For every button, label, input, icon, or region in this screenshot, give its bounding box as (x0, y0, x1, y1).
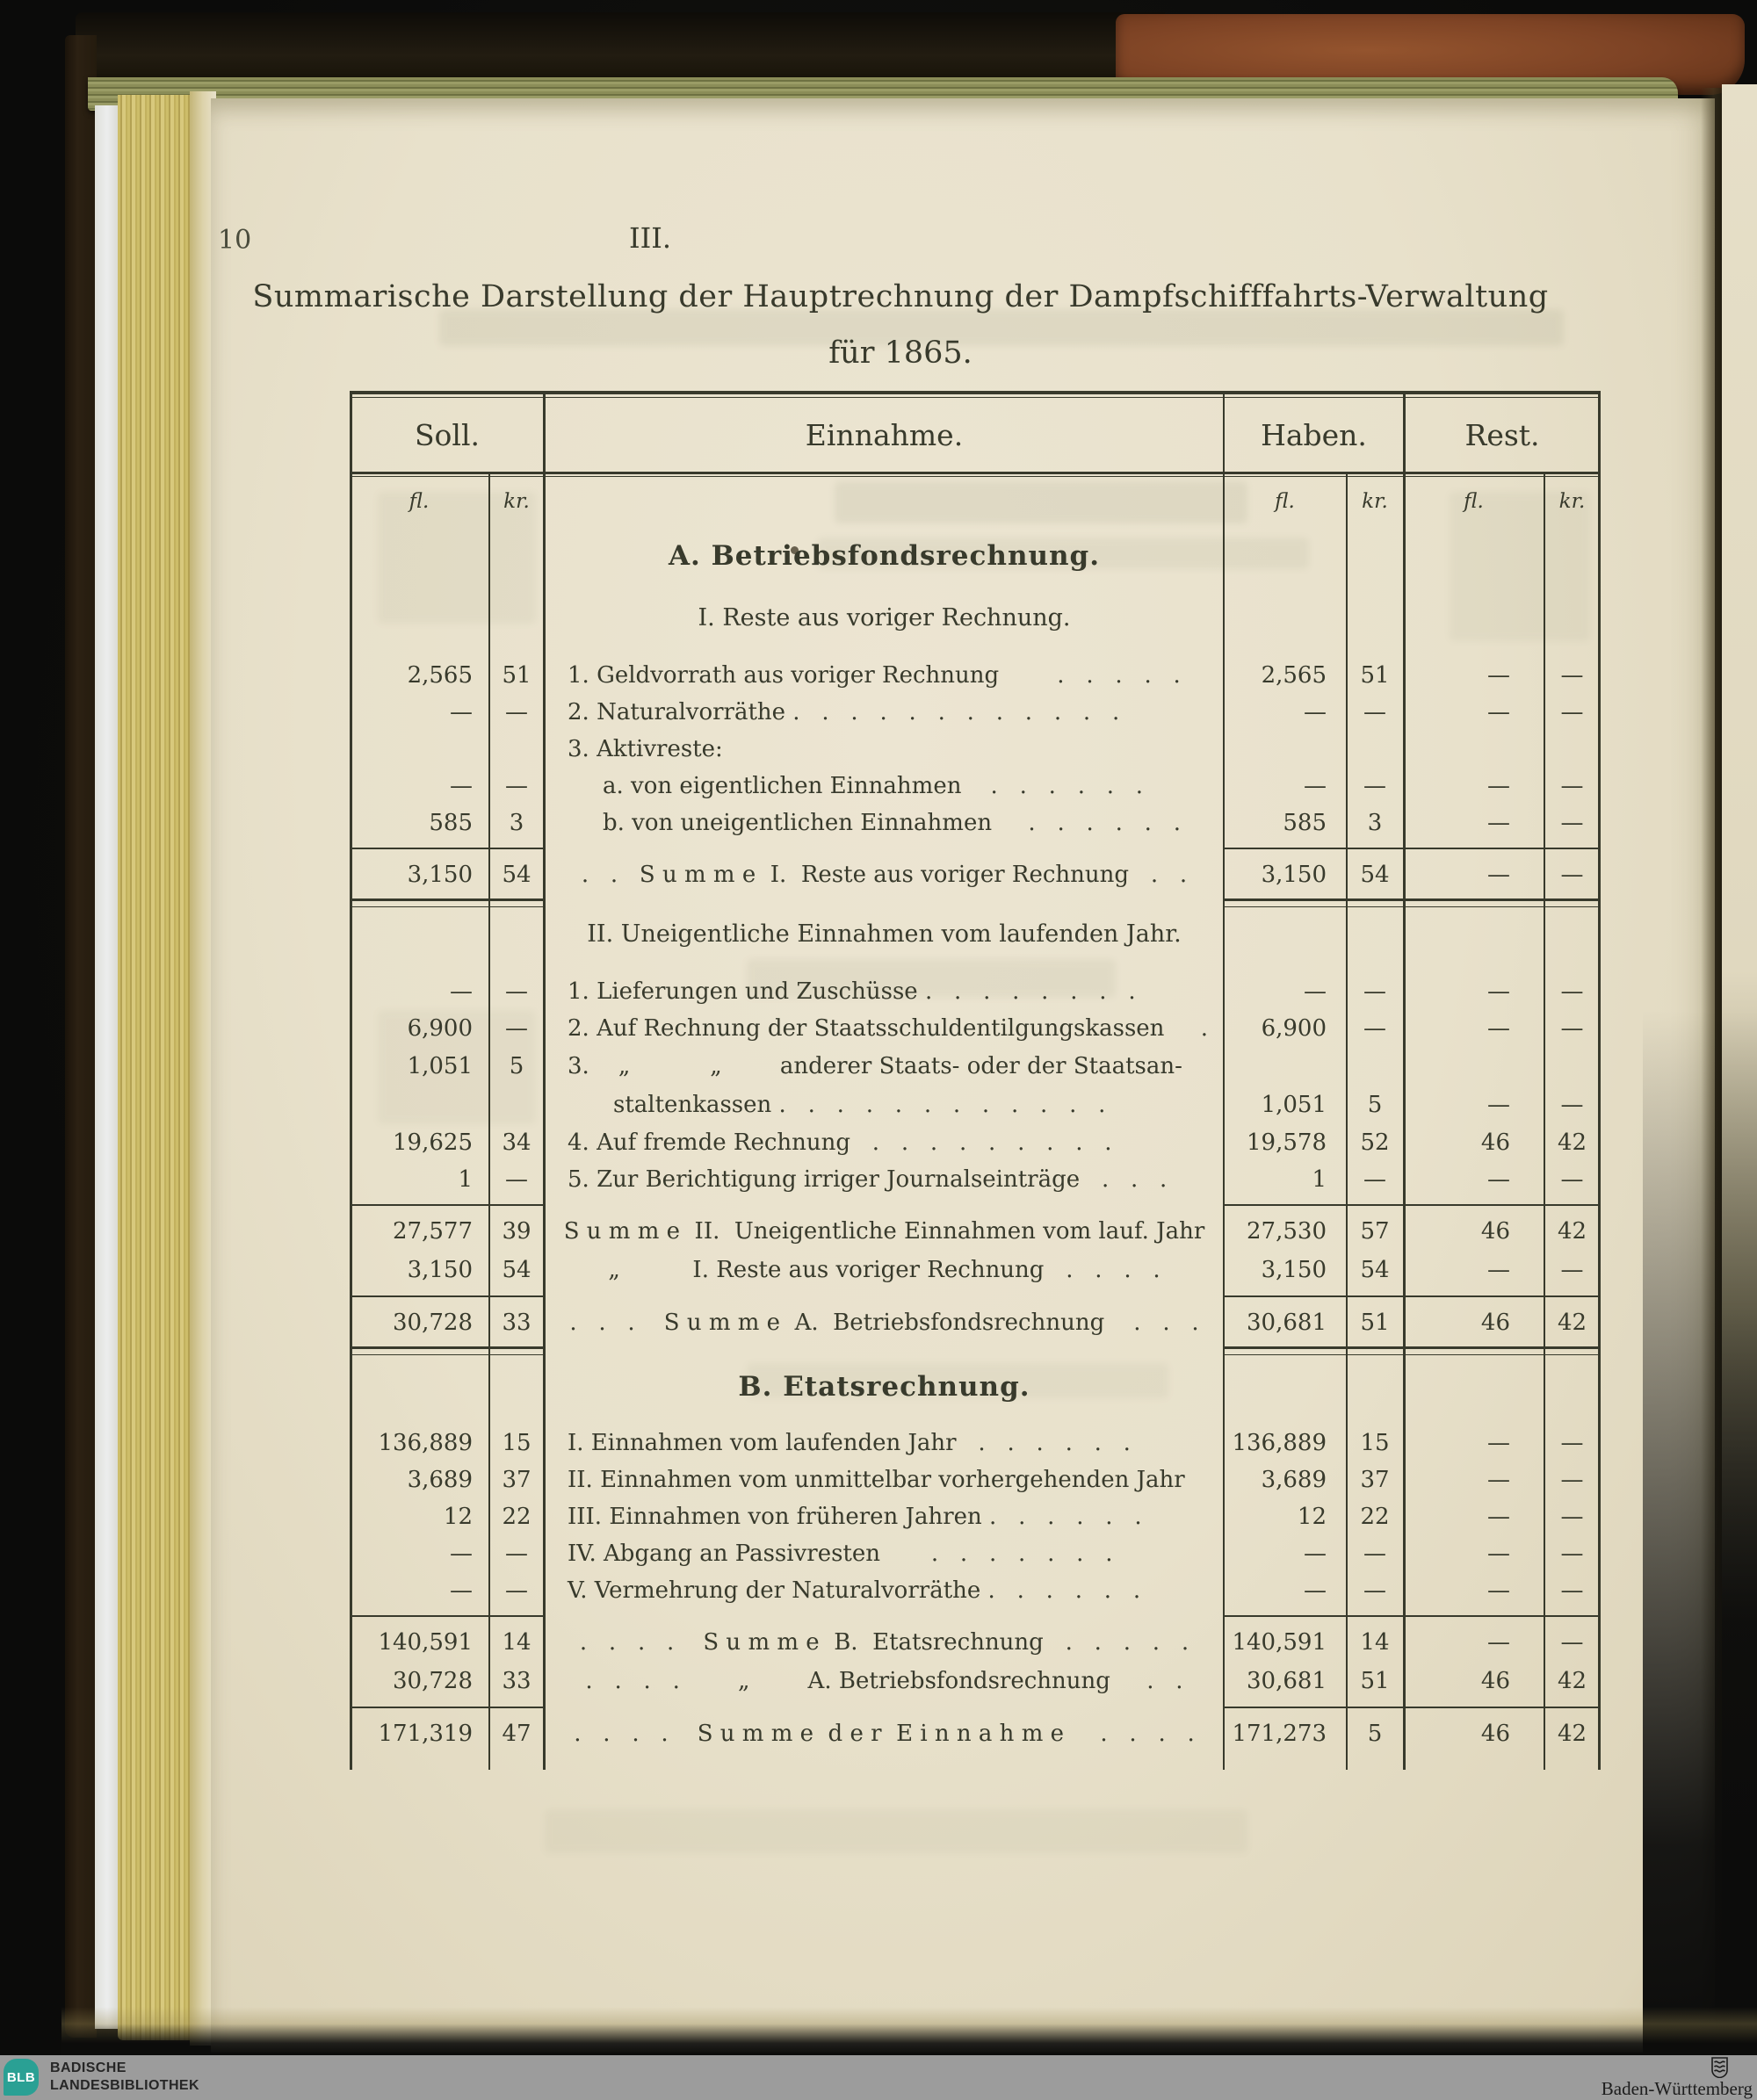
table-row (350, 1714, 1601, 1753)
rest-kr-cell: — (1560, 810, 1584, 836)
region-branding (1602, 2057, 1753, 2099)
haben-fl-cell: — (1304, 773, 1327, 799)
page-title-line1: Summarische Darstellung der Hauptrechnung der Dampfschifffahrts-Verwaltung (252, 279, 1549, 314)
table-row (350, 1498, 1601, 1535)
blb-logo (4, 2059, 39, 2096)
rest-fl-cell: — (1487, 1541, 1510, 1567)
soll-kr-cell: 54 (502, 862, 531, 888)
row-label: V. Vermehrung der Naturalvorräthe . . . . . . (568, 1577, 1141, 1604)
table-row (350, 1251, 1601, 1289)
table-row (350, 1609, 1601, 1623)
row-label-cell (545, 699, 1224, 725)
rest-fl-cell: 46 (1480, 1668, 1510, 1694)
page-stack-left-edge (118, 95, 192, 2040)
soll-kr-cell (488, 1198, 545, 1212)
row-label-cell (545, 810, 1224, 836)
page-title-line2: für 1865. (828, 336, 972, 371)
rest-fl-cell (1404, 1342, 1544, 1358)
soll-kr-cell: 22 (502, 1504, 531, 1530)
subheader-rest-kr: kr. (1558, 490, 1586, 513)
haben-fl-cell: 1,051 (1261, 1092, 1327, 1118)
library-name-line2: LANDESBIBLIOTHEK (50, 2078, 199, 2093)
rest-fl-cell: — (1487, 1467, 1510, 1493)
soll-fl-cell: 3,150 (407, 1257, 473, 1283)
rest-fl-cell (1404, 1198, 1544, 1212)
soll-kr-cell: 5 (509, 1053, 524, 1079)
soll-fl-cell: 2,565 (407, 662, 473, 689)
row-label: II. Uneigentliche Einnahmen vom laufenden Jahr. (587, 920, 1182, 948)
table-row (350, 841, 1601, 855)
rest-kr-cell: — (1560, 699, 1584, 725)
soll-kr-cell: 3 (509, 810, 524, 836)
haben-kr-cell: — (1363, 978, 1386, 1005)
table-row (350, 768, 1601, 805)
soll-fl-cell: — (450, 773, 473, 799)
row-label: II. Einnahmen vom unmittelbar vorhergehenden Jahr (568, 1467, 1185, 1493)
row-label-cell (545, 1289, 1224, 1303)
haben-kr-cell: — (1363, 1015, 1386, 1042)
column-header-rest: Rest. (1464, 417, 1540, 452)
row-label: IV. Abgang an Passivresten . . . . . . . (568, 1541, 1113, 1567)
row-label-cell (545, 862, 1224, 888)
table-row (350, 527, 1601, 585)
row-label: 3. „ „ anderer Staats- oder der Staatsan- (568, 1053, 1182, 1079)
rest-fl-cell: — (1487, 1257, 1510, 1283)
row-label-cell (545, 1609, 1224, 1623)
row-label-cell (545, 1467, 1224, 1493)
soll-fl-cell: 12 (443, 1504, 473, 1530)
haben-kr-cell: 54 (1360, 862, 1390, 888)
table-row (350, 1662, 1601, 1700)
haben-fl-cell: 30,681 (1247, 1310, 1327, 1336)
row-label: 3. Aktivreste: (568, 736, 723, 762)
row-label-cell (545, 736, 1224, 762)
haben-kr-cell: 5 (1367, 1721, 1383, 1747)
row-label: S u m m e II. Uneigentliche Einnahmen vom lauf. Jahr (563, 1218, 1205, 1245)
haben-fl-cell: — (1304, 978, 1327, 1005)
table-row (350, 594, 1601, 641)
haben-fl-cell (1224, 894, 1346, 910)
rest-fl-cell (1404, 1700, 1544, 1714)
rest-kr-cell: — (1560, 1015, 1584, 1042)
rest-fl-cell: 46 (1480, 1218, 1510, 1245)
rest-fl-cell: — (1487, 1092, 1510, 1118)
rest-kr-cell (1544, 1609, 1601, 1623)
region-name: Baden-Württemberg (1601, 2078, 1753, 2099)
soll-fl-cell (350, 841, 488, 855)
soll-fl-cell: 140,591 (378, 1629, 473, 1656)
row-label: b. von uneigentlichen Einnahmen . . . . . . (603, 810, 1181, 836)
haben-kr-cell: 52 (1360, 1129, 1390, 1156)
soll-fl-cell: 6,900 (407, 1015, 473, 1042)
table-row (350, 1358, 1601, 1416)
haben-kr-cell: 5 (1367, 1092, 1383, 1118)
subheader-soll-kr: kr. (503, 490, 530, 513)
haben-fl-cell: 3,150 (1261, 1257, 1327, 1283)
row-label-cell (545, 1430, 1224, 1456)
row-label: „ I. Reste aus voriger Rechnung . . . . (608, 1257, 1160, 1283)
subheader-rest-fl: fl. (1464, 490, 1484, 513)
rest-kr-cell: — (1560, 1257, 1584, 1283)
rest-fl-cell: — (1487, 810, 1510, 836)
haben-kr-cell: — (1363, 1166, 1386, 1193)
haben-kr-cell: — (1363, 699, 1386, 725)
haben-kr-cell: 51 (1360, 662, 1390, 689)
row-label: A. Betriebsfondsrechnung. (668, 540, 1101, 572)
soll-fl-cell: 585 (429, 810, 473, 836)
haben-kr-cell (1346, 1342, 1404, 1358)
soll-kr-cell: — (505, 978, 528, 1005)
header-separator-rule (350, 472, 1601, 474)
soll-fl-cell (350, 894, 488, 910)
haben-fl-cell: 30,681 (1247, 1668, 1327, 1694)
endpaper-strip (95, 105, 119, 2029)
row-label: I. Einnahmen vom laufenden Jahr . . . . . . (568, 1430, 1131, 1456)
row-label-cell (545, 1721, 1224, 1747)
rest-fl-cell: — (1487, 1629, 1510, 1656)
ledger-table (350, 391, 1601, 1770)
row-label-cell (545, 1015, 1224, 1042)
haben-kr-cell: 22 (1360, 1504, 1390, 1530)
row-label-cell (545, 1257, 1224, 1283)
library-name-line1: BADISCHE (50, 2060, 127, 2075)
haben-fl-cell: 585 (1283, 810, 1327, 836)
rest-fl-cell: — (1487, 862, 1510, 888)
row-label: III. Einnahmen von früheren Jahren . . . . . . (568, 1504, 1142, 1530)
haben-fl-cell: — (1304, 1541, 1327, 1567)
soll-fl-cell: 136,889 (378, 1430, 473, 1456)
rest-kr-cell: — (1560, 1504, 1584, 1530)
rest-kr-cell (1544, 1198, 1601, 1212)
row-label-cell (545, 1218, 1224, 1245)
haben-fl-cell: 3,150 (1261, 862, 1327, 888)
library-name (50, 2060, 199, 2095)
rest-kr-cell: 42 (1557, 1218, 1587, 1245)
rest-kr-cell: 42 (1557, 1721, 1587, 1747)
table-row (350, 731, 1601, 768)
rest-fl-cell: — (1487, 1577, 1510, 1604)
rest-fl-cell: — (1487, 978, 1510, 1005)
row-label-cell (545, 1198, 1224, 1212)
haben-fl-cell: 6,900 (1261, 1015, 1327, 1042)
haben-fl-cell: 1 (1312, 1166, 1327, 1193)
row-label: 1. Lieferungen und Zuschüsse . . . . . . . . (568, 978, 1136, 1005)
row-label-cell (545, 1541, 1224, 1567)
viewer-footer-bar (0, 2055, 1757, 2100)
soll-fl-cell: — (450, 1541, 473, 1567)
haben-kr-cell (1346, 1609, 1404, 1623)
haben-kr-cell: 14 (1360, 1629, 1390, 1656)
soll-fl-cell (350, 1342, 488, 1358)
haben-kr-cell (1346, 894, 1404, 910)
rest-kr-cell (1544, 841, 1601, 855)
haben-kr-cell: — (1363, 1541, 1386, 1567)
rest-kr-cell (1544, 1289, 1601, 1303)
page-number: 10 (218, 225, 252, 256)
haben-kr-cell: 15 (1360, 1430, 1390, 1456)
rest-fl-cell (1404, 841, 1544, 855)
soll-fl-cell: 19,625 (393, 1129, 473, 1156)
table-row (350, 1161, 1601, 1198)
haben-fl-cell: 171,273 (1232, 1721, 1327, 1747)
rest-fl-cell: — (1487, 773, 1510, 799)
rest-fl-cell (1404, 1289, 1544, 1303)
rest-kr-cell: — (1560, 862, 1584, 888)
column-header-haben: Haben. (1261, 417, 1367, 452)
rest-kr-cell: — (1560, 773, 1584, 799)
soll-fl-cell (350, 1609, 488, 1623)
rest-fl-cell: — (1487, 1015, 1510, 1042)
table-row (350, 1289, 1601, 1303)
bottom-shadow-fade (61, 2007, 1757, 2055)
blb-logo-text: BLB (6, 2069, 36, 2085)
rest-fl-cell: — (1487, 699, 1510, 725)
plate-number: III. (628, 221, 672, 255)
row-label: 2. Auf Rechnung der Staatsschuldentilgungskassen . (568, 1015, 1209, 1042)
rest-kr-cell: — (1560, 978, 1584, 1005)
table-row (350, 855, 1601, 894)
row-label: a. von eigentlichen Einnahmen . . . . . . (603, 773, 1144, 799)
soll-fl-cell: 3,689 (407, 1467, 473, 1493)
haben-kr-cell: — (1363, 1577, 1386, 1604)
haben-fl-cell: 2,565 (1261, 662, 1327, 689)
table-row (350, 1461, 1601, 1498)
haben-kr-cell: — (1363, 773, 1386, 799)
row-label: 1. Geldvorrath aus voriger Rechnung . . . . . (568, 662, 1181, 689)
table-row (350, 1124, 1601, 1161)
row-label-cell (545, 540, 1224, 572)
table-row (350, 1535, 1601, 1572)
row-label-cell (545, 1504, 1224, 1530)
soll-kr-cell (488, 1700, 545, 1714)
soll-fl-cell (350, 1700, 488, 1714)
table-row (350, 894, 1601, 910)
table-top-inner-rule (350, 397, 1601, 398)
soll-kr-cell (488, 1289, 545, 1303)
row-label: . . . . S u m m e B. Etatsrechnung . . . . . (579, 1629, 1189, 1656)
table-row (350, 1198, 1601, 1212)
rest-fl-cell: — (1487, 1504, 1510, 1530)
haben-fl-cell (1224, 1289, 1346, 1303)
haben-kr-cell (1346, 1198, 1404, 1212)
haben-fl-cell (1224, 1609, 1346, 1623)
soll-fl-cell: 27,577 (393, 1218, 473, 1245)
row-label-cell (545, 1577, 1224, 1604)
table-rows (350, 527, 1601, 1753)
haben-fl-cell: 12 (1297, 1504, 1327, 1530)
soll-kr-cell: 15 (502, 1430, 531, 1456)
soll-fl-cell: 3,150 (407, 862, 473, 888)
soll-kr-cell: 37 (502, 1467, 531, 1493)
soll-kr-cell: 33 (502, 1668, 531, 1694)
table-row (350, 694, 1601, 731)
soll-kr-cell: 54 (502, 1257, 531, 1283)
haben-kr-cell (1346, 841, 1404, 855)
row-label-cell (545, 1047, 1224, 1124)
row-label: B. Etatsrechnung. (738, 1371, 1030, 1403)
subheader-haben-fl: fl. (1275, 490, 1295, 513)
soll-kr-cell: — (505, 773, 528, 799)
row-label-cell (545, 773, 1224, 799)
rest-kr-cell: 42 (1557, 1129, 1587, 1156)
haben-fl-cell (1224, 1198, 1346, 1212)
haben-fl-cell: — (1304, 699, 1327, 725)
haben-fl-cell: 136,889 (1232, 1430, 1327, 1456)
haben-fl-cell: 140,591 (1232, 1629, 1327, 1656)
row-label-cell (545, 1700, 1224, 1714)
soll-kr-cell: — (505, 1166, 528, 1193)
haben-kr-cell: 3 (1367, 810, 1383, 836)
rest-fl-cell: 46 (1480, 1129, 1510, 1156)
rest-kr-cell (1544, 894, 1601, 910)
haben-fl-cell: — (1304, 1577, 1327, 1604)
haben-kr-cell: 37 (1360, 1467, 1390, 1493)
rest-fl-cell: 46 (1480, 1310, 1510, 1336)
column-header-soll: Soll. (414, 417, 481, 452)
table-subheader-row (350, 477, 1601, 526)
soll-kr-cell: 33 (502, 1310, 531, 1336)
rest-kr-cell (1544, 1342, 1601, 1358)
haben-kr-cell (1346, 1289, 1404, 1303)
rest-kr-cell: — (1560, 1430, 1584, 1456)
rest-fl-cell (1404, 1609, 1544, 1623)
soll-kr-cell (488, 1342, 545, 1358)
row-label-cell (545, 894, 1224, 910)
haben-fl-cell (1224, 1700, 1346, 1714)
row-label-cell (545, 1629, 1224, 1656)
row-label: 4. Auf fremde Rechnung . . . . . . . . . (568, 1129, 1112, 1156)
right-shadow-fade (1643, 1010, 1757, 2055)
soll-fl-cell: — (450, 978, 473, 1005)
rest-kr-cell: — (1560, 1092, 1584, 1118)
row-label: 2. Naturalvorräthe . . . . . . . . . . . . (568, 699, 1120, 725)
soll-kr-cell: 47 (502, 1721, 531, 1747)
row-label: 5. Zur Berichtigung irriger Journalseinträge . . . (568, 1166, 1168, 1193)
row-label-cell (545, 662, 1224, 689)
soll-kr-cell: — (505, 1015, 528, 1042)
subheader-haben-kr: kr. (1362, 490, 1388, 513)
soll-fl-cell: 171,319 (378, 1721, 473, 1747)
row-label: . . . . „ A. Betriebsfondsrechnung . . (585, 1668, 1183, 1694)
table-row (350, 910, 1601, 957)
table-row (350, 1425, 1601, 1461)
table-row (350, 1212, 1601, 1251)
rest-kr-cell: — (1560, 1467, 1584, 1493)
table-row (350, 1010, 1601, 1047)
row-label: . . . S u m m e A. Betriebsfondsrechnung . . . (569, 1310, 1199, 1336)
rest-kr-cell: — (1560, 1577, 1584, 1604)
subheader-einnahme-spacer (545, 477, 1224, 526)
soll-kr-cell: — (505, 1577, 528, 1604)
soll-kr-cell: 34 (502, 1129, 531, 1156)
haben-kr-cell: 51 (1360, 1310, 1390, 1336)
haben-kr-cell: 57 (1360, 1218, 1390, 1245)
haben-fl-cell: 19,578 (1247, 1129, 1327, 1156)
soll-kr-cell: 51 (502, 662, 531, 689)
row-label-cell (545, 1371, 1224, 1403)
row-label: I. Reste aus voriger Rechnung. (698, 603, 1071, 631)
rest-kr-cell: — (1560, 1629, 1584, 1656)
haben-kr-cell: 51 (1360, 1668, 1390, 1694)
table-row (350, 973, 1601, 1010)
soll-fl-cell: — (450, 699, 473, 725)
rest-fl-cell: — (1487, 1166, 1510, 1193)
soll-kr-cell: 39 (502, 1218, 531, 1245)
row-label-cell (545, 1129, 1224, 1156)
book-cover-left-edge (65, 35, 97, 2038)
haben-kr-cell (1346, 1700, 1404, 1714)
row-label-cell (545, 1342, 1224, 1358)
haben-fl-cell: 27,530 (1247, 1218, 1327, 1245)
haben-fl-cell (1224, 841, 1346, 855)
soll-fl-cell: 30,728 (393, 1310, 473, 1336)
rest-kr-cell: 42 (1557, 1668, 1587, 1694)
table-top-border (350, 391, 1601, 394)
soll-fl-cell: 30,728 (393, 1668, 473, 1694)
bleed-through-artifact (545, 1809, 1247, 1853)
soll-kr-cell (488, 1609, 545, 1623)
rest-kr-cell: — (1560, 1166, 1584, 1193)
soll-kr-cell: — (505, 699, 528, 725)
book-cover-top-edge (76, 12, 1165, 84)
soll-fl-cell (350, 1198, 488, 1212)
row-label: . . S u m m e I. Reste aus voriger Rechnung . . (581, 862, 1188, 888)
haben-fl-cell: 3,689 (1261, 1467, 1327, 1493)
table-header-row (350, 400, 1601, 470)
haben-fl-cell (1224, 1342, 1346, 1358)
baden-wuerttemberg-coat-of-arms-icon (1711, 2057, 1728, 2078)
table-row (350, 1623, 1601, 1662)
row-label-cell (545, 841, 1224, 855)
soll-kr-cell (488, 841, 545, 855)
row-label-cell (545, 1310, 1224, 1336)
table-row (350, 805, 1601, 841)
row-label-cell (545, 604, 1224, 631)
soll-fl-cell: 1,051 (407, 1053, 473, 1079)
table-row (350, 1047, 1601, 1124)
rest-kr-cell: — (1560, 1541, 1584, 1567)
row-label-cell (545, 1166, 1224, 1193)
table-row (350, 1303, 1601, 1342)
rest-fl-cell: 46 (1480, 1721, 1510, 1747)
table-row (350, 1342, 1601, 1358)
rest-fl-cell: — (1487, 662, 1510, 689)
haben-kr-cell: 54 (1360, 1257, 1390, 1283)
soll-fl-cell: 1 (458, 1166, 473, 1193)
table-row (350, 1700, 1601, 1714)
rest-kr-cell: 42 (1557, 1310, 1587, 1336)
rest-kr-cell: — (1560, 662, 1584, 689)
table-row (350, 1572, 1601, 1609)
soll-kr-cell: 14 (502, 1629, 531, 1656)
rest-fl-cell: — (1487, 1430, 1510, 1456)
soll-fl-cell (350, 1289, 488, 1303)
row-label-cell (545, 1668, 1224, 1694)
rest-fl-cell (1404, 894, 1544, 910)
row-label-line2: staltenkassen . . . . . . . . . . . . (613, 1092, 1106, 1118)
row-label-cell (545, 920, 1224, 948)
row-label: . . . . S u m m e d e r E i n n a h m e . . . . (574, 1721, 1195, 1747)
subheader-soll-fl: fl. (409, 490, 430, 513)
table-row (350, 657, 1601, 694)
soll-fl-cell: — (450, 1577, 473, 1604)
soll-kr-cell: — (505, 1541, 528, 1567)
soll-kr-cell (488, 894, 545, 910)
column-header-einnahme: Einnahme. (805, 417, 964, 452)
rest-kr-cell (1544, 1700, 1601, 1714)
row-label-cell (545, 978, 1224, 1005)
